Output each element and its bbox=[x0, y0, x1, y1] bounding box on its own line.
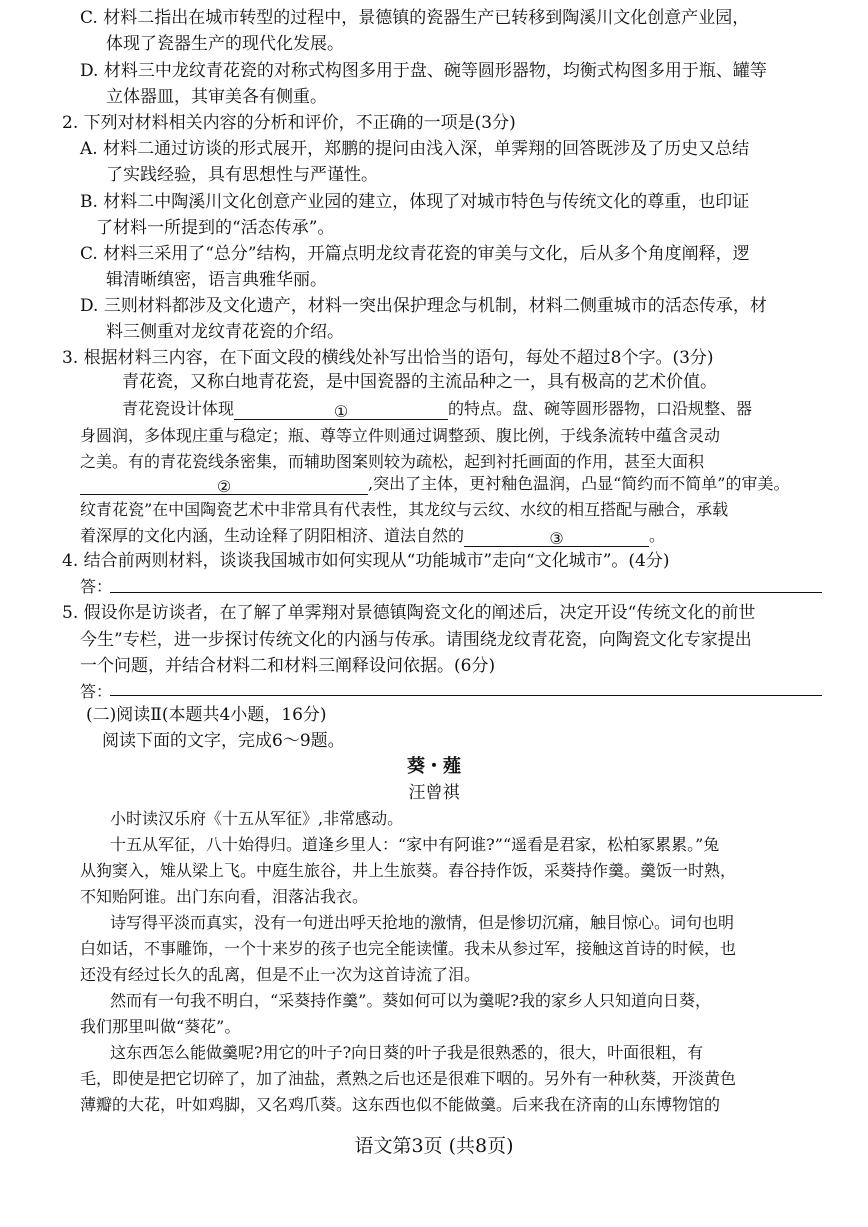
q2-option-d-line2: 料三侧重对龙纹青花瓷的介绍。 bbox=[106, 322, 344, 342]
q3-passage-line3: 之美。有的青花瓷线条密集，而辅助图案则较为疏松，起到衬托画面的作用，甚至大面积 bbox=[80, 452, 705, 471]
q5-answer-line[interactable] bbox=[110, 695, 822, 696]
q3-passage-line1-pre: 青花瓷设计体现 bbox=[122, 399, 235, 418]
article-para2-line1: 十五从军征，八十始得归。道逢乡里人：“家中有阿谁?”“遥看是君家，松柏冢累累。”兔 bbox=[110, 835, 720, 854]
q3-stem: 3. 根据材料三内容，在下面文段的横线处补写出恰当的语句，每处不超过8个字。(3分) bbox=[62, 348, 714, 368]
q1-option-c-line1: C. 材料二指出在城市转型的过程中，景德镇的瓷器生产已转移到陶溪川文化创意产业园， bbox=[80, 8, 750, 28]
section-heading: (二)阅读Ⅱ(本题共4小题，16分) bbox=[86, 705, 327, 725]
article-author: 汪曾祺 bbox=[408, 783, 460, 803]
blank-1-marker: ① bbox=[333, 402, 349, 421]
q2-option-a-line2: 了实践经验，具有思想性与严谨性。 bbox=[106, 165, 378, 185]
article-para3-line3: 还没有经过长久的乱离，但是不止一次为这首诗流了泪。 bbox=[80, 965, 481, 984]
q4-answer-label: 答： bbox=[80, 577, 113, 596]
q5-stem-line3: 一个问题，并结合材料二和材料三阐释设问依据。(6分) bbox=[80, 656, 496, 676]
article-para2-line2: 从狗窦入，雉从梁上飞。中庭生旅谷，井上生旅葵。舂谷持作饭，采葵持作羹。羹饭一时熟， bbox=[80, 861, 737, 880]
article-para1: 小时读汉乐府《十五从军征》,非常感动。 bbox=[110, 809, 404, 828]
q3-passage-intro: 青花瓷，又称白地青花瓷，是中国瓷器的主流品种之一，具有极高的艺术价值。 bbox=[122, 372, 717, 392]
article-para4-line1: 然而有一句我不明白，“采葵持作羹”。葵如何可以为羹呢?我的家乡人只知道向日葵， bbox=[110, 991, 711, 1010]
blank-2-marker: ② bbox=[216, 477, 232, 496]
q5-stem-line1: 5. 假设你是访谈者，在了解了单霁翔对景德镇陶瓷文化的阐述后，决定开设“传统文化的前世 bbox=[62, 603, 756, 623]
q3-passage-line6 bbox=[0, 523, 868, 549]
page-footer: 语文第3页 (共8页) bbox=[354, 1135, 514, 1157]
answer-blank-3[interactable] bbox=[464, 526, 649, 547]
article-para3-line1: 诗写得平淡而真实，没有一句迸出呼天抢地的激情，但是惨切沉痛，触目惊心。词句也明 bbox=[110, 913, 735, 932]
q3-passage-line5: 纹青花瓷”在中国陶瓷艺术中非常具有代表性，其龙纹与云纹、水纹的相互搭配与融合，承载 bbox=[80, 500, 729, 519]
answer-blank-1[interactable] bbox=[234, 399, 448, 420]
q4-answer-line[interactable] bbox=[110, 592, 822, 593]
q3-passage-line1-post: 的特点。盘、碗等圆形器物，口沿规整、器 bbox=[448, 399, 753, 418]
q2-stem: 2. 下列对材料相关内容的分析和评价，不正确的一项是(3分) bbox=[62, 113, 516, 133]
q3-passage-line4-post: ,突出了主体，更衬釉色温润，凸显“简约而不简单”的审美。 bbox=[368, 474, 790, 493]
q2-option-a-line1: A. 材料二通过访谈的形式展开，郑鹏的提问由浅入深，单霁翔的回答既涉及了历史又总结 bbox=[80, 139, 750, 159]
article-para5-line3: 薄瓣的大花，叶如鸡脚，又名鸡爪葵。这东西也似不能做羹。后来我在济南的山东博物馆的 bbox=[80, 1095, 721, 1114]
answer-blank-2[interactable] bbox=[80, 474, 368, 495]
q2-option-d-line1: D. 三则材料都涉及文化遗产，材料一突出保护理念与机制，材料二侧重城市的活态传承，材 bbox=[80, 296, 767, 316]
q5-stem-line2: 今生”专栏，进一步探讨传统文化的内涵与传承。请围绕龙纹青花瓷，向陶瓷文化专家提出 bbox=[80, 630, 752, 650]
q1-option-c-line2: 体现了瓷器生产的现代化发展。 bbox=[106, 34, 344, 54]
section-instruction: 阅读下面的文字，完成6～9题。 bbox=[102, 731, 345, 751]
article-title: 葵・薤 bbox=[407, 756, 461, 777]
q2-option-b-line2: 了材料一所提到的“活态传承”。 bbox=[96, 218, 335, 238]
blank-3-marker: ③ bbox=[549, 529, 564, 548]
article-para3-line2: 白如话，不事雕饰，一个十来岁的孩子也完全能读懂。我未从参过军，接触这首诗的时候，也 bbox=[80, 939, 737, 958]
q2-option-c-line1: C. 材料三采用了“总分”结构，开篇点明龙纹青花瓷的审美与文化，后从多个角度阐释，逻 bbox=[80, 244, 750, 264]
q1-option-d-line1: D. 材料三中龙纹青花瓷的对称式构图多用于盘、碗等圆形器物，均衡式构图多用于瓶、罐等 bbox=[80, 61, 767, 81]
article-para4-line2: 我们那里叫做“葵花”。 bbox=[80, 1017, 241, 1036]
article-para5-line2: 毛，即使是把它切碎了，加了油盐，煮熟之后也还是很难下咽的。另外有一种秋葵，开淡黄色 bbox=[80, 1069, 737, 1088]
q3-passage-line6-pre: 着深厚的文化内涵，生动诠释了阴阳相济、道法自然的 bbox=[80, 526, 465, 545]
q3-passage-line2: 身圆润，多体现庄重与稳定；瓶、尊等立件则通过调整颈、腹比例，于线条流转中蕴含灵动 bbox=[80, 426, 721, 445]
article-para5-line1: 这东西怎么能做羹呢?用它的叶子?向日葵的叶子我是很熟悉的，很大，叶面很粗，有 bbox=[110, 1043, 704, 1062]
article-para2-line3: 不知贻阿谁。出门东向看，泪落沾我衣。 bbox=[80, 887, 369, 906]
q5-answer-label: 答： bbox=[80, 682, 113, 701]
q4-stem: 4. 结合前两则材料，谈谈我国城市如何实现从“功能城市”走向“文化城市”。(4分) bbox=[62, 551, 670, 571]
q1-option-d-line2: 立体器皿，其审美各有侧重。 bbox=[106, 87, 327, 107]
q3-passage-line6-post: 。 bbox=[649, 526, 666, 545]
q2-option-c-line2: 辑清晰缜密，语言典雅华丽。 bbox=[106, 270, 327, 290]
q3-passage-line4 bbox=[0, 471, 868, 497]
q2-option-b-line1: B. 材料二中陶溪川文化创意产业园的建立，体现了对城市特色与传统文化的尊重，也印证 bbox=[80, 192, 750, 212]
q3-passage-line1 bbox=[0, 396, 868, 422]
